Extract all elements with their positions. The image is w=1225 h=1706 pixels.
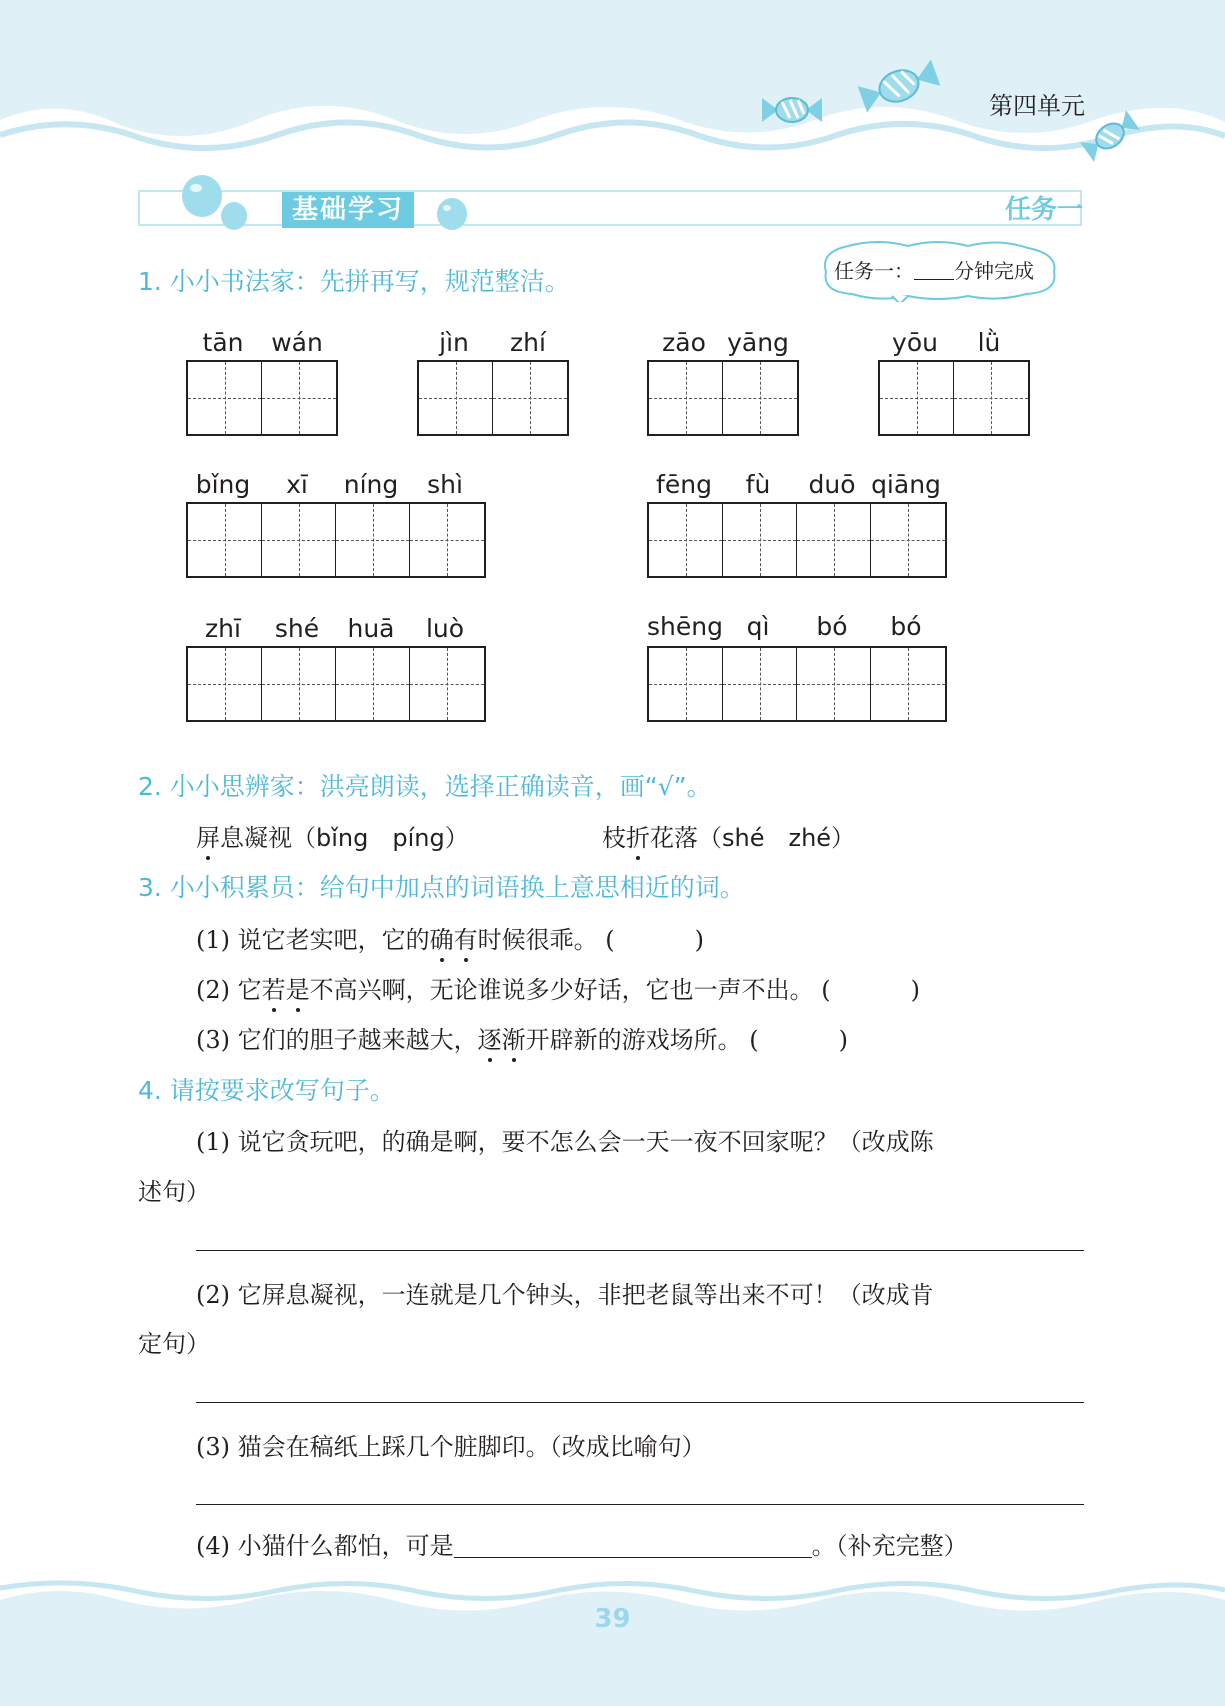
fill-blank[interactable]	[454, 1557, 812, 1558]
answer-line[interactable]	[196, 1402, 1084, 1403]
grid-cell[interactable]	[262, 504, 336, 576]
pinyin: shēng	[647, 612, 723, 641]
synonym-item: (1) 说它老实吧，它的确有时候很乖。 ( )	[196, 926, 705, 954]
dotted-char: 折	[626, 824, 650, 852]
dotted-char: 是	[285, 976, 310, 1004]
sentence-text: 。（补充完整）	[811, 1532, 968, 1560]
sentence-text: 它们的胆子越来越大，	[237, 1026, 478, 1054]
question-3-title: 3. 小小积累员：给句中加点的词语换上意思相近的词。	[138, 873, 745, 902]
pinyin: fù	[745, 470, 771, 499]
grid-cell[interactable]	[188, 362, 262, 434]
pinyin: shì	[427, 470, 463, 499]
candy-icon	[1080, 108, 1140, 164]
pinyin: wán	[271, 328, 323, 357]
sentence-text: (4) 小猫什么都怕，可是	[196, 1532, 454, 1560]
grid-cell[interactable]	[188, 504, 262, 576]
page-number: 39	[594, 1604, 631, 1634]
rewrite-item-1-line2: 述句）	[138, 1178, 210, 1206]
pinyin: zhí	[510, 328, 546, 357]
pinyin: qì	[746, 612, 770, 641]
choice-item-2	[602, 818, 855, 853]
grid-cell[interactable]	[797, 504, 871, 576]
sentence-text: 时候很乖。	[477, 926, 598, 954]
writing-grid[interactable]	[417, 360, 569, 436]
dotted-char: 逐	[477, 1026, 502, 1054]
pinyin-group	[186, 470, 482, 499]
grid-cell[interactable]	[871, 504, 945, 576]
pinyin: zhī	[205, 614, 241, 643]
dotted-char: 渐	[501, 1026, 526, 1054]
answer-line[interactable]	[196, 1250, 1084, 1251]
writing-grid[interactable]	[647, 646, 947, 722]
pinyin-group	[417, 328, 565, 357]
dotted-char: 有	[453, 926, 478, 954]
item-number: (1)	[196, 926, 230, 954]
sentence-text: 开辟新的游戏场所。	[525, 1026, 742, 1054]
grid-cell[interactable]	[723, 504, 797, 576]
rewrite-item-4	[196, 1526, 968, 1561]
candy-icon	[760, 90, 824, 130]
synonym-item: (2) 它若是不高兴啊，无论谁说多少好话，它也一声不出。 ( )	[196, 976, 921, 1004]
pinyin: lǜ	[977, 328, 1001, 357]
dotted-char: 确	[429, 926, 454, 954]
pinyin-group	[647, 612, 943, 641]
grid-cell[interactable]	[723, 648, 797, 720]
dotted-char: 屏	[196, 824, 220, 852]
timer-prefix: 任务一：	[834, 259, 914, 283]
grid-cell[interactable]	[493, 362, 567, 434]
pinyin: yōu	[892, 328, 938, 357]
grid-cell[interactable]	[262, 648, 336, 720]
choice-item-1	[196, 818, 469, 853]
pinyin: zāo	[662, 328, 706, 357]
pinyin-group	[186, 328, 334, 357]
item-number: (3)	[196, 1026, 230, 1054]
grid-cell[interactable]	[880, 362, 954, 434]
writing-grid[interactable]	[647, 502, 947, 578]
pinyin: qiāng	[871, 470, 941, 499]
grid-cell[interactable]	[188, 648, 262, 720]
pinyin: bó	[816, 612, 848, 641]
pinyin: shé	[274, 614, 320, 643]
word-pre: 枝	[602, 824, 626, 852]
grid-cell[interactable]	[797, 648, 871, 720]
dotted-char: 若	[261, 976, 286, 1004]
unit-label: 第四单元	[989, 92, 1085, 120]
grid-cell[interactable]	[410, 648, 484, 720]
synonym-item: (3) 它们的胆子越来越大，逐渐开辟新的游戏场所。 ( )	[196, 1026, 849, 1054]
pinyin: luò	[425, 614, 465, 643]
pinyin: bǐng	[195, 470, 251, 499]
balloon-icon	[434, 196, 470, 236]
task-label: 任务一	[1004, 195, 1083, 225]
writing-grid[interactable]	[186, 360, 338, 436]
item-number: (2)	[196, 976, 230, 1004]
word-rest: 息凝视	[220, 824, 292, 852]
sentence-text: 它	[237, 976, 262, 1004]
grid-cell[interactable]	[649, 504, 723, 576]
grid-cell[interactable]	[954, 362, 1028, 434]
pinyin: xī	[286, 470, 308, 499]
grid-cell[interactable]	[262, 362, 336, 434]
timer-text	[834, 255, 1034, 284]
writing-grid[interactable]	[647, 360, 799, 436]
pinyin-group	[186, 614, 482, 643]
grid-cell[interactable]	[419, 362, 493, 434]
section-title: 基础学习	[282, 192, 414, 228]
grid-cell[interactable]	[649, 648, 723, 720]
candy-icon	[858, 58, 940, 114]
sentence-text: 说它老实吧，它的	[237, 926, 430, 954]
pinyin: duō	[808, 470, 856, 499]
pinyin: tān	[202, 328, 244, 357]
grid-cell[interactable]	[336, 648, 410, 720]
pinyin-options[interactable]: （shé zhé）	[698, 824, 856, 852]
pinyin: níng	[343, 470, 399, 499]
pinyin: huā	[347, 614, 395, 643]
sentence-text: 不高兴啊，无论谁说多少好话，它也一声不出。	[309, 976, 814, 1004]
answer-line[interactable]	[196, 1504, 1084, 1505]
balloon-icon	[178, 172, 258, 238]
pinyin: jìn	[439, 328, 469, 357]
minutes-blank[interactable]	[914, 279, 954, 280]
writing-grid[interactable]	[186, 502, 486, 578]
header-wave-decoration	[0, 0, 1225, 170]
footer-wave-decoration	[0, 1580, 1225, 1706]
writing-grid[interactable]	[186, 646, 486, 722]
grid-cell[interactable]	[723, 362, 797, 434]
section-banner	[138, 190, 1082, 226]
question-4-title: 4. 请按要求改写句子。	[138, 1076, 395, 1105]
rewrite-item-3: (3) 猫会在稿纸上踩几个脏脚印。（改成比喻句）	[196, 1433, 706, 1461]
grid-cell[interactable]	[336, 504, 410, 576]
timer-suffix: 分钟完成	[954, 259, 1034, 283]
rewrite-item-2-line2: 定句）	[138, 1330, 210, 1358]
word-rest: 花落	[650, 824, 698, 852]
pinyin: yāng	[727, 328, 789, 357]
grid-cell[interactable]	[871, 648, 945, 720]
grid-cell[interactable]	[410, 504, 484, 576]
pinyin-options[interactable]: （bǐng píng）	[292, 824, 469, 852]
pinyin-group	[647, 328, 795, 357]
pinyin-group	[878, 328, 1026, 357]
pinyin: bó	[890, 612, 922, 641]
rewrite-item-2-line1: (2) 它屏息凝视，一连就是几个钟头，非把老鼠等出来不可！（改成肯	[196, 1281, 934, 1309]
question-2-title: 2. 小小思辨家：洪亮朗读，选择正确读音，画“√”。	[138, 772, 712, 801]
grid-cell[interactable]	[649, 362, 723, 434]
question-1-title: 1. 小小书法家：先拼再写，规范整洁。	[138, 267, 570, 296]
pinyin-group	[647, 470, 943, 499]
pinyin: fēng	[656, 470, 712, 499]
rewrite-item-1-line1: (1) 说它贪玩吧，的确是啊，要不怎么会一天一夜不回家呢？（改成陈	[196, 1128, 934, 1156]
writing-grid[interactable]	[878, 360, 1030, 436]
